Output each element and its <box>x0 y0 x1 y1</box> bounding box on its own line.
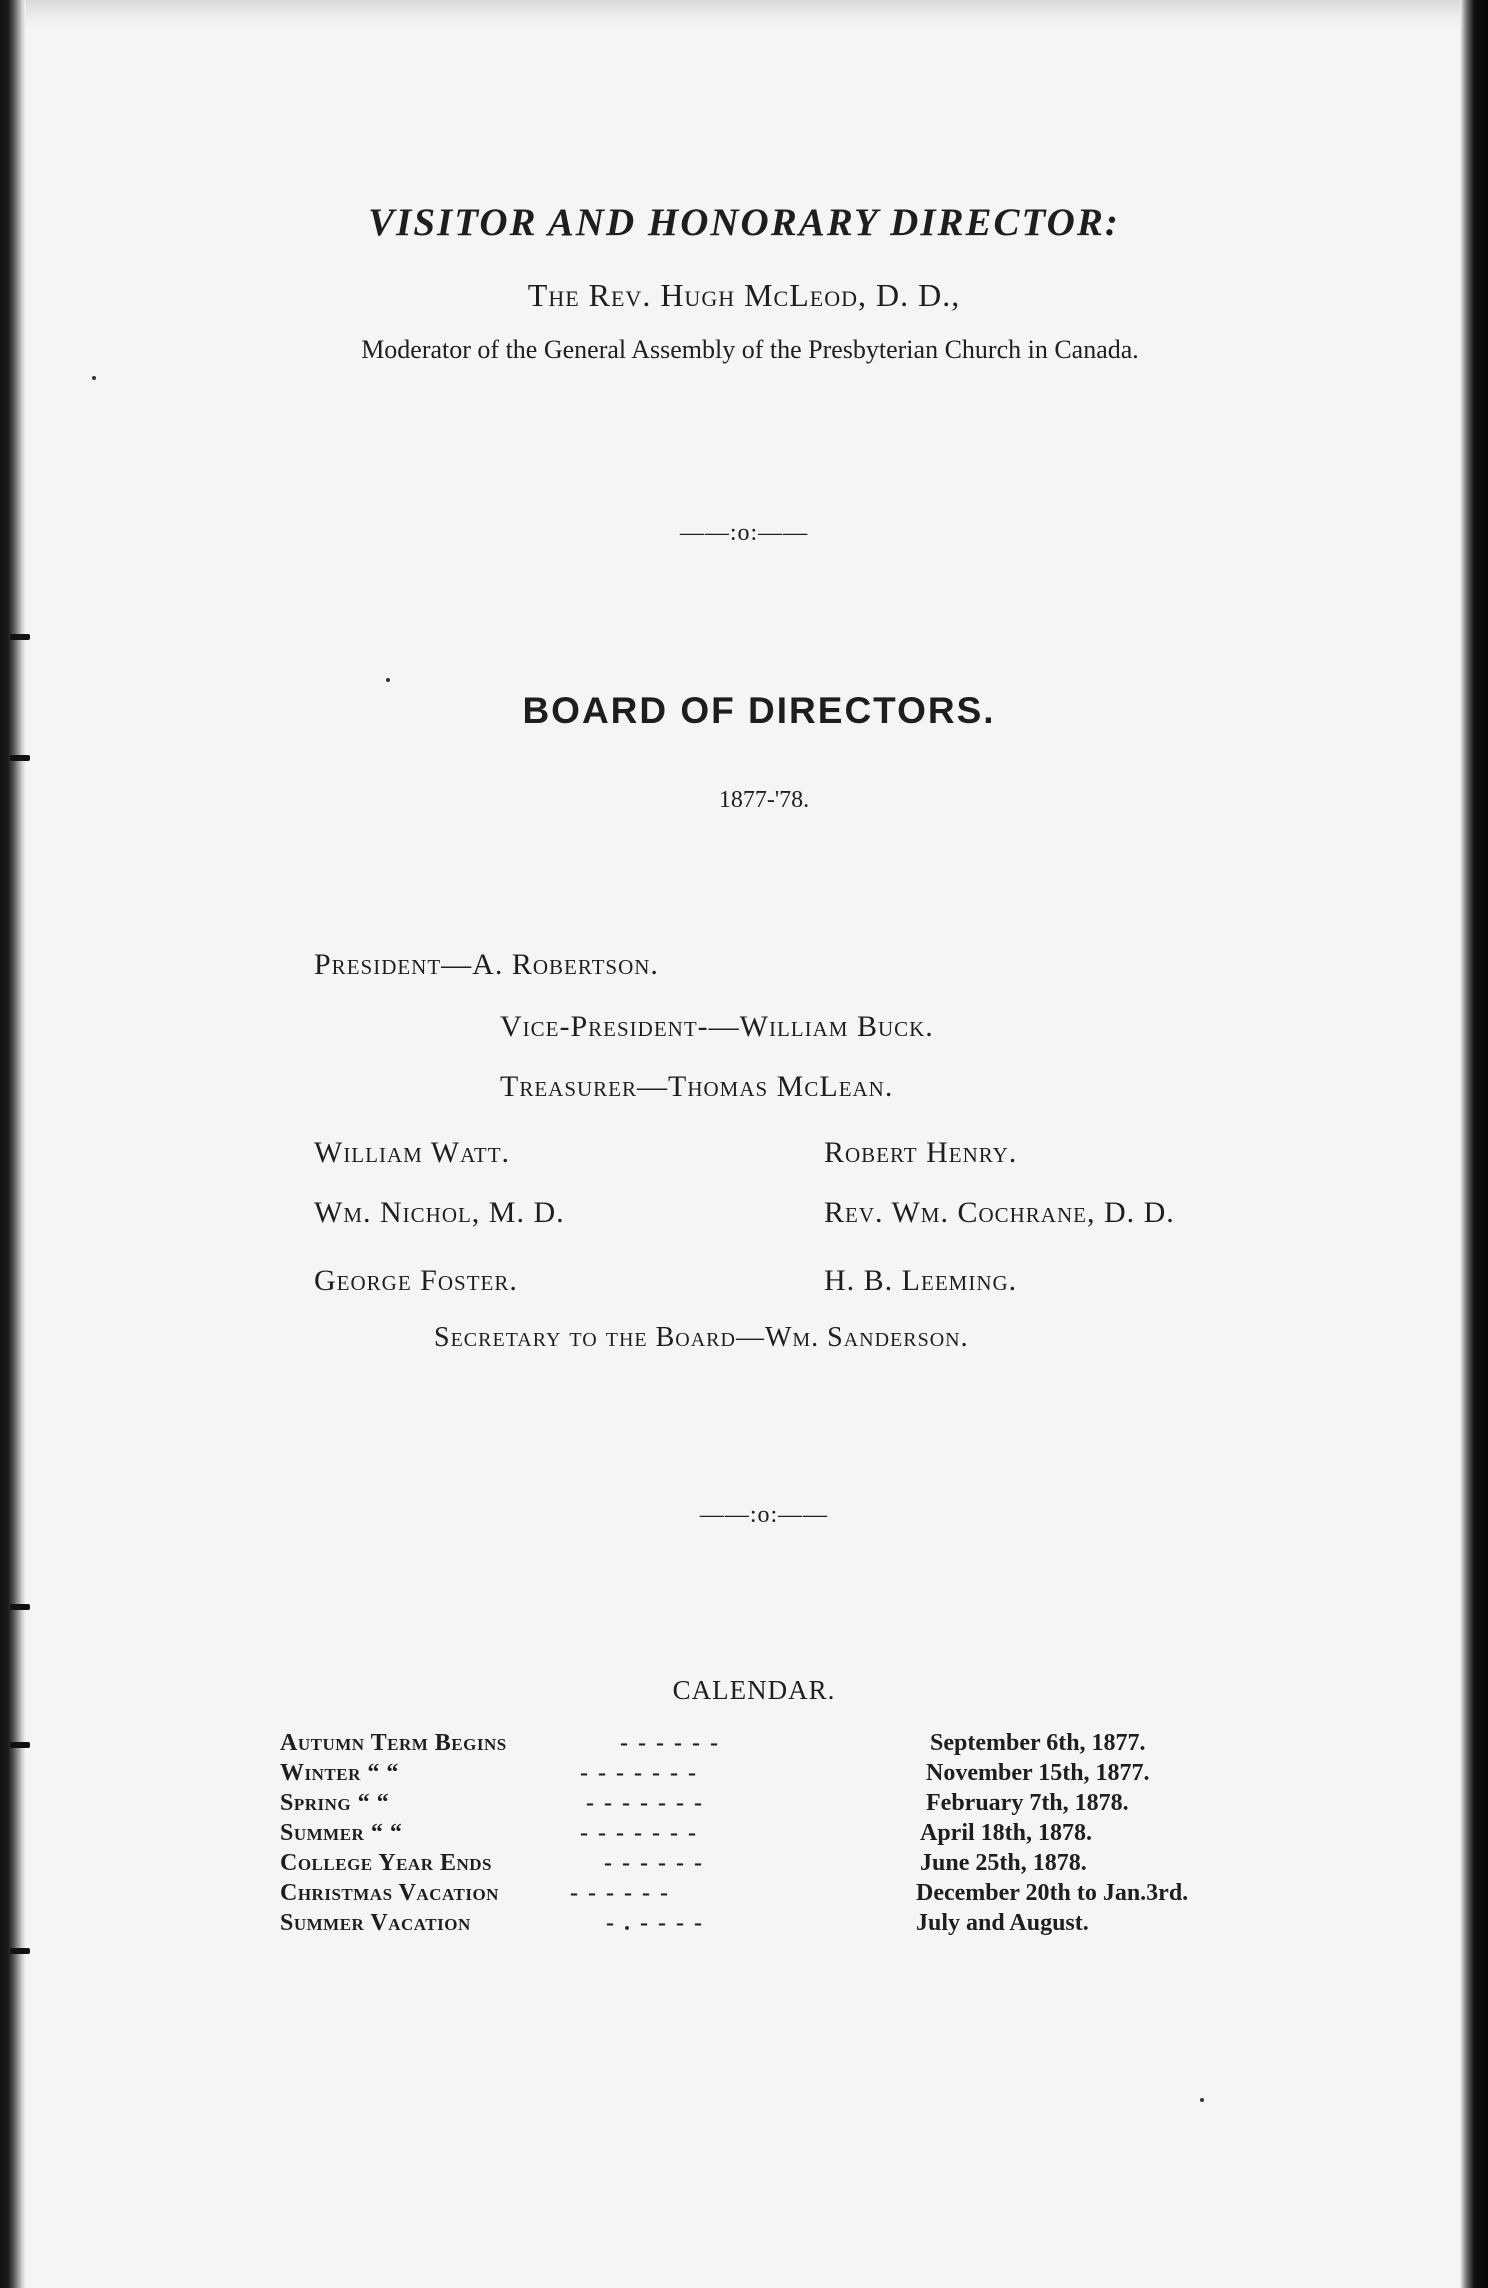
section-divider: ——:o:—— <box>699 1502 829 1528</box>
calendar-row <box>280 1790 1260 1820</box>
calendar-row <box>280 1820 1260 1850</box>
binding-stitch <box>10 755 30 761</box>
director-name: William Watt. <box>314 1136 511 1169</box>
calendar-row <box>280 1730 1260 1760</box>
calendar-leader: - - - - - - <box>570 1880 670 1906</box>
calendar-row <box>280 1880 1260 1910</box>
calendar-date: July and August. <box>916 1910 1089 1936</box>
print-speck <box>92 376 96 380</box>
calendar-event: Winter “ “ <box>280 1760 399 1786</box>
calendar-leader: - . - - - - <box>606 1910 704 1936</box>
calendar-date: February 7th, 1878. <box>926 1790 1129 1816</box>
calendar-event: Summer Vacation <box>280 1910 471 1936</box>
section-divider: ——:o:—— <box>679 520 809 546</box>
calendar-row <box>280 1850 1260 1880</box>
calendar-leader: - - - - - - <box>620 1730 720 1756</box>
calendar-leader: - - - - - - <box>604 1850 704 1876</box>
calendar-leader: - - - - - - - <box>586 1790 704 1816</box>
calendar-event: Spring “ “ <box>280 1790 390 1816</box>
director-name: George Foster. <box>314 1264 518 1297</box>
secretary-line: Secretary to the Board—Wm. Sanderson. <box>434 1322 969 1353</box>
calendar-event: Autumn Term Begins <box>280 1730 507 1756</box>
calendar-table <box>280 1730 1260 1940</box>
calendar-event: Christmas Vacation <box>280 1880 499 1906</box>
calendar-date: April 18th, 1878. <box>920 1820 1093 1846</box>
vice-president-line: Vice-President-—William Buck. <box>500 1010 934 1043</box>
calendar-row <box>280 1760 1260 1790</box>
president-line: President—A. Robertson. <box>314 948 659 981</box>
calendar-leader: - - - - - - - <box>580 1820 698 1846</box>
print-speck <box>1200 2098 1204 2102</box>
calendar-date: December 20th to Jan.3rd. <box>916 1880 1189 1906</box>
treasurer-line: Treasurer—Thomas McLean. <box>500 1070 894 1103</box>
print-speck <box>386 678 390 682</box>
visitor-description: Moderator of the General Assembly of the Presbyterian Church in Canada. <box>361 335 1139 364</box>
page-right-shadow <box>1460 0 1488 2288</box>
calendar-row <box>280 1910 1260 1940</box>
binding-edge <box>0 0 26 2288</box>
director-name: Robert Henry. <box>824 1136 1018 1169</box>
binding-stitch <box>10 1604 30 1610</box>
calendar-date: November 15th, 1877. <box>926 1760 1150 1786</box>
director-name: Wm. Nichol, M. D. <box>314 1196 565 1229</box>
visitor-name: The Rev. Hugh McLeod, D. D., <box>527 277 961 313</box>
binding-stitch <box>10 1948 30 1954</box>
board-year: 1877-'78. <box>718 787 810 813</box>
calendar-date: June 25th, 1878. <box>920 1850 1087 1876</box>
binding-stitch <box>10 634 30 640</box>
visitor-heading: VISITOR AND HONORARY DIRECTOR: <box>368 201 1120 244</box>
calendar-event: College Year Ends <box>280 1850 492 1876</box>
calendar-event: Summer “ “ <box>280 1820 403 1846</box>
binding-stitch <box>10 1742 30 1748</box>
board-heading: BOARD OF DIRECTORS. <box>522 690 996 731</box>
director-name: Rev. Wm. Cochrane, D. D. <box>824 1196 1175 1229</box>
page-top-shadow <box>0 0 1488 30</box>
calendar-date: September 6th, 1877. <box>930 1730 1146 1756</box>
director-name: H. B. Leeming. <box>824 1264 1018 1297</box>
calendar-leader: - - - - - - - <box>580 1760 698 1786</box>
calendar-heading: CALENDAR. <box>672 1675 836 1705</box>
